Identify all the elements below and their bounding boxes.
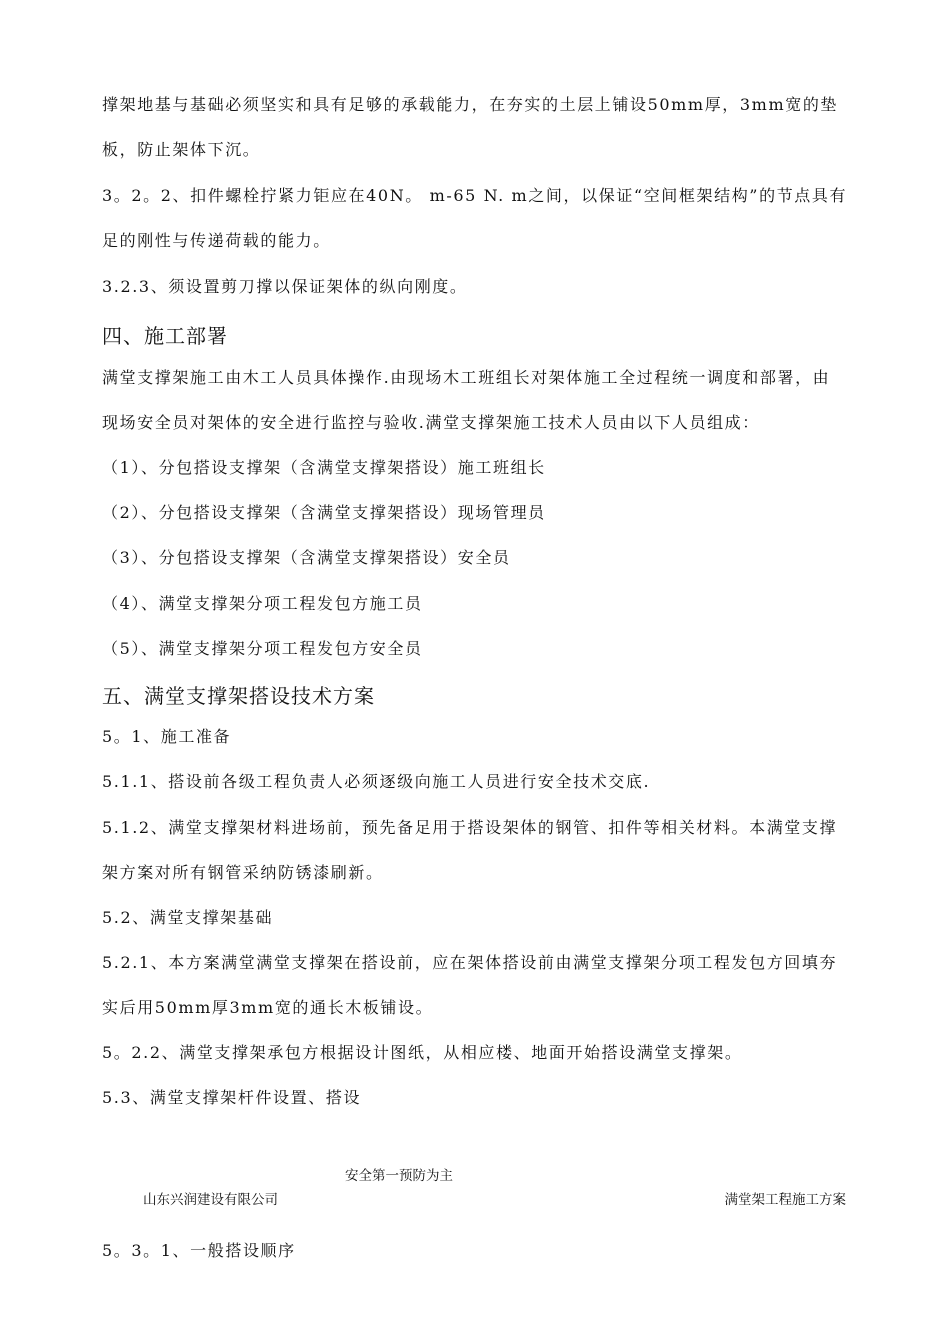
section-heading: 四、施工部署 bbox=[102, 324, 228, 348]
footer-slogan: 安全第一预防为主 bbox=[345, 1168, 453, 1184]
list-item: （3）、分包搭设支撑架（含满堂支撑架搭设）安全员 bbox=[102, 548, 511, 567]
footer-doc-title: 满堂架工程施工方案 bbox=[724, 1192, 846, 1208]
body-line: 现场安全员对架体的安全进行监控与验收.满堂支撑架施工技术人员由以下人员组成： bbox=[102, 413, 760, 432]
list-item: （2）、分包搭设支撑架（含满堂支撑架搭设）现场管理员 bbox=[102, 503, 546, 522]
list-item: （4）、满堂支撑架分项工程发包方施工员 bbox=[102, 594, 423, 613]
body-line: 5.2.1、本方案满堂满堂支撑架在搭设前，应在架体搭设前由满堂支撑架分项工程发包方回填夯 bbox=[102, 953, 838, 972]
body-line: 5。1、施工准备 bbox=[102, 727, 232, 746]
list-item: （1）、分包搭设支撑架（含满堂支撑架搭设）施工班组长 bbox=[102, 458, 546, 477]
body-line: 5。2.2、满堂支撑架承包方根据设计图纸，从相应楼、地面开始搭设满堂支撑架。 bbox=[102, 1043, 743, 1062]
body-line: 5.1.1、搭设前各级工程负责人必须逐级向施工人员进行安全技术交底. bbox=[102, 772, 651, 791]
body-line: 5.1.2、满堂支撑架材料进场前，预先备足用于搭设架体的钢管、扣件等相关材料。本满堂支撑 bbox=[102, 818, 838, 837]
body-line: 3。2。2、扣件螺栓拧紧力钜应在40N。 m-65 N. m之间，以保证“空间框架结构”的节点具有 bbox=[102, 186, 848, 205]
body-line: 5.3、满堂支撑架杆件设置、搭设 bbox=[102, 1088, 362, 1107]
body-line: 5.2、满堂支撑架基础 bbox=[102, 908, 274, 927]
body-line: 满堂支撑架施工由木工人员具体操作.由现场木工班组长对架体施工全过程统一调度和部署，由 bbox=[102, 368, 831, 387]
body-line: 撑架地基与基础必须坚实和具有足够的承载能力，在夯实的土层上铺设50mm厚，3mm宽的垫 bbox=[102, 95, 839, 114]
section-heading: 五、满堂支撑架搭设技术方案 bbox=[102, 684, 375, 708]
body-line: 足的刚性与传递荷载的能力。 bbox=[102, 231, 331, 250]
body-line: 架方案对所有钢管采纳防锈漆刷新。 bbox=[102, 863, 384, 882]
body-line: 板，防止架体下沉。 bbox=[102, 140, 261, 159]
body-line: 5。3。1、一般搭设顺序 bbox=[102, 1241, 296, 1260]
list-item: （5）、满堂支撑架分项工程发包方安全员 bbox=[102, 639, 423, 658]
footer-company: 山东兴润建设有限公司 bbox=[143, 1192, 278, 1208]
body-line: 3.2.3、须设置剪刀撑以保证架体的纵向刚度。 bbox=[102, 277, 468, 296]
body-line: 实后用50mm厚3mm宽的通长木板铺设。 bbox=[102, 998, 434, 1017]
